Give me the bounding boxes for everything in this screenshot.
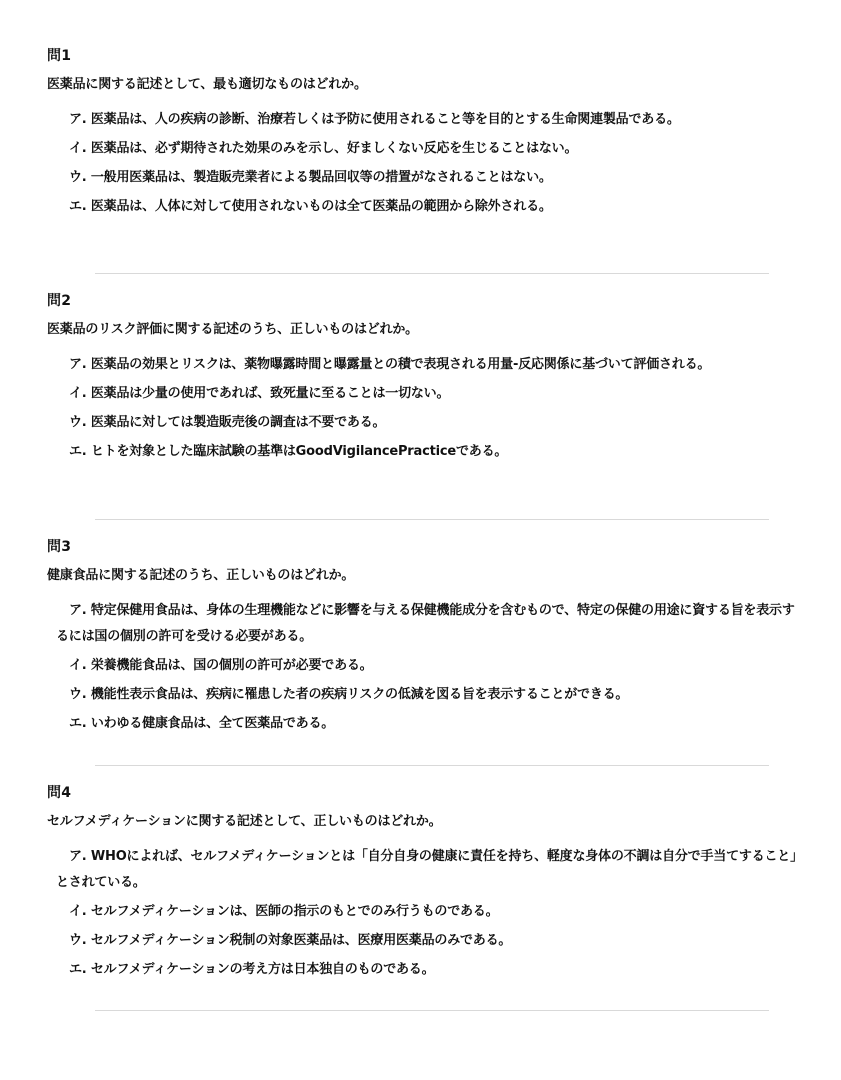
choice-marker: エ.	[69, 962, 87, 977]
choice-text: 医薬品は、必ず期待された効果のみを示し、好ましくない反応を生じることはない。	[90, 141, 578, 156]
choice-marker: エ.	[69, 716, 87, 731]
question-stem: セルフメディケーションに関する記述として、正しいものはどれか。	[47, 814, 442, 829]
question-4	[47, 784, 807, 986]
choice-text: セルフメディケーション税制の対象医薬品は、医療用医薬品のみである。	[90, 933, 512, 948]
choice-e	[47, 711, 807, 737]
choice-i	[47, 136, 807, 162]
choice-text: 特定保健用食品は、身体の生理機能などに影響を与える保健機能成分を含むもので、特定の保健の用途に資する旨を表示するには国の個別の許可を受ける必要がある。	[56, 603, 795, 644]
choice-marker: イ.	[69, 141, 87, 156]
choice-i	[47, 381, 807, 407]
section-divider	[95, 519, 769, 520]
section-divider	[95, 273, 769, 274]
choice-u	[47, 682, 807, 708]
question-stem: 医薬品に関する記述として、最も適切なものはどれか。	[47, 77, 367, 92]
choice-marker: イ.	[69, 904, 87, 919]
choice-text: いわゆる健康食品は、全て医薬品である。	[90, 716, 335, 731]
choice-text: 医薬品は、人体に対して使用されないものは全て医薬品の範囲から除外される。	[90, 199, 552, 214]
choice-text: 機能性表示食品は、疾病に罹患した者の疾病リスクの低減を図る旨を表示することができる。	[90, 687, 629, 702]
choice-u	[47, 928, 807, 954]
choice-marker: ア.	[69, 112, 87, 127]
question-number: 問3	[47, 539, 72, 555]
choice-marker: ウ.	[69, 170, 87, 185]
choice-i	[47, 899, 807, 925]
choice-marker: ア.	[69, 603, 87, 618]
choice-list	[47, 844, 807, 983]
question-3	[47, 538, 807, 740]
choice-i	[47, 653, 807, 679]
choice-a	[47, 844, 807, 896]
choice-marker: エ.	[69, 444, 87, 459]
choice-list	[47, 352, 807, 465]
choice-text: 医薬品は、人の疾病の診断、治療若しくは予防に使用されること等を目的とする生命関連製品である。	[90, 112, 680, 127]
choice-marker: ア.	[69, 357, 87, 372]
choice-e	[47, 957, 807, 983]
choice-list	[47, 598, 807, 737]
question-stem: 健康食品に関する記述のうち、正しいものはどれか。	[47, 568, 355, 583]
choice-marker: イ.	[69, 386, 87, 401]
choice-u	[47, 165, 807, 191]
question-number: 問2	[47, 293, 72, 309]
choice-marker: ウ.	[69, 933, 87, 948]
choice-text: セルフメディケーションは、医師の指示のもとでのみ行うものである。	[90, 904, 499, 919]
choice-text: 医薬品は少量の使用であれば、致死量に至ることは一切ない。	[90, 386, 450, 401]
question-1	[47, 47, 807, 223]
choice-text: WHOによれば、セルフメディケーションとは「自分自身の健康に責任を持ち、軽度な身体の不調は自分で手当てすること」とされている。	[56, 849, 803, 890]
choice-marker: ウ.	[69, 687, 87, 702]
choice-marker: イ.	[69, 658, 87, 673]
choice-text: 一般用医薬品は、製造販売業者による製品回収等の措置がなされることはない。	[90, 170, 552, 185]
section-divider	[95, 765, 769, 766]
choice-marker: ア.	[69, 849, 87, 864]
choice-u	[47, 410, 807, 436]
choice-a	[47, 352, 807, 378]
choice-text: ヒトを対象とした臨床試験の基準はGoodVigilancePracticeである。	[90, 444, 508, 459]
question-2	[47, 292, 807, 468]
choice-marker: エ.	[69, 199, 87, 214]
choice-marker: ウ.	[69, 415, 87, 430]
choice-text: 栄養機能食品は、国の個別の許可が必要である。	[90, 658, 373, 673]
choice-a	[47, 107, 807, 133]
question-number: 問4	[47, 785, 72, 801]
question-number: 問1	[47, 48, 72, 64]
choice-a	[47, 598, 807, 650]
choice-text: 医薬品に対しては製造販売後の調査は不要である。	[90, 415, 386, 430]
choice-text: 医薬品の効果とリスクは、薬物曝露時間と曝露量との積で表現される用量-反応関係に基づいて評価される。	[90, 357, 711, 372]
choice-e	[47, 194, 807, 220]
choice-list	[47, 107, 807, 220]
section-divider	[95, 1010, 769, 1011]
choice-text: セルフメディケーションの考え方は日本独自のものである。	[90, 962, 435, 977]
question-stem: 医薬品のリスク評価に関する記述のうち、正しいものはどれか。	[47, 322, 418, 337]
choice-e	[47, 439, 807, 465]
